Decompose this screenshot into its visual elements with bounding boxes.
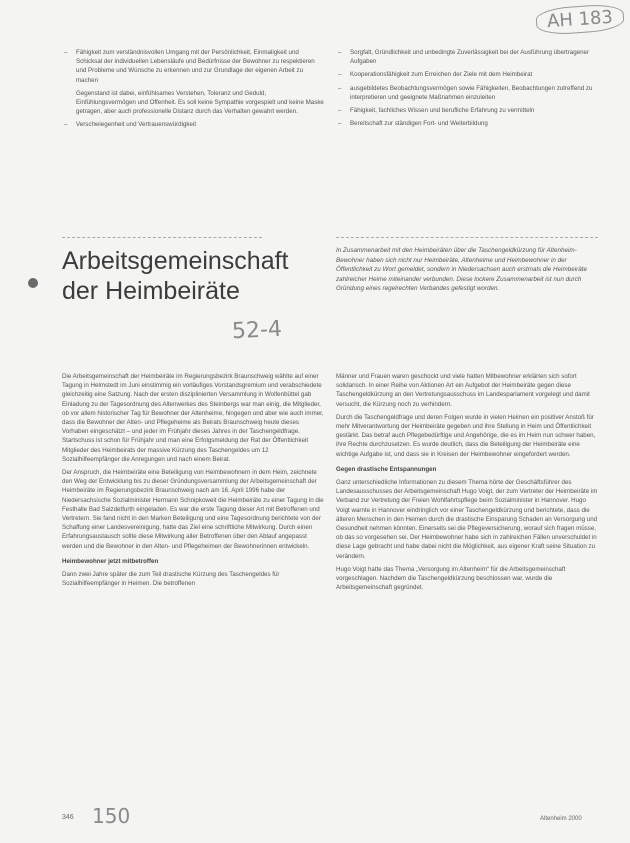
page-number-handwritten: 150	[92, 804, 131, 828]
top-right-bullet-3: – ausgebildetes Beobachtungsvermögen sowie Fähigkeiten, Beobachtungen zutreffend zu interpretieren und geeignete Maßnahmen einzuleiten	[336, 84, 598, 102]
top-left-bullet-1: – Fähigkeit zum verständnisvollen Umgang mit der Persönlichkeit, Einmaligkeit und Schicksal der individuellen Lebensläufe und Bedürfnisse der Bewohner zu respektieren und Probleme und Wünsche zu erkennen und zur Grundlage der eigenen Arbeit zu machen	[62, 48, 324, 85]
body-right-paragraph-3: Ganz unterschiedliche Informationen zu diesem Thema hörte der Geschäftsführer des Landesausschusses der Arbeitsgemeinschaft Hugo Voigt, der zum Vertreter der Heimbeiräte im Verband zur Vertretung der Freien Wohlfahrtspflege beim Sozialminister in Hannover. Hugo Voigt warnte in Hannover eindringlich vor einer Taschengeldkürzung und berichtete, dass die älteren Menschen in den Heimen durch die drastische Einsparung Schaden an Versorgung und Gesundheit nehmen könnten. Einerseits sei die Pflegeversicherung, worauf sich fragen müsse, ob das so vorgesehen sei. Der Heimbewohner habe sich in zahlreichen Fällen unverschuldet in diese Lage gebracht und habe dabei nicht die Möglichkeit, aus eigener Kraft seine Situation zu verändern.	[336, 479, 598, 560]
body-left-column	[62, 372, 324, 592]
body-left-paragraph-1: Die Arbeitsgemeinschaft der Heimbeiräte im Regierungsbezirk Braunschweig wählte auf einer Tagung in Helmstedt im Juni einstimmig ein vorläufiges Vorstandsgremium und verabschiedete gleichzeitig eine Satzung. Nach der ersten disziplinierten Versammlung in Wolfenbüttel gab Einladung zu der Tagesordnung des Altenwerkes des Steinbergs war man einig, die Mitglieder, ob vor allem historischer Tag für Bewohner der Altenheime, hingegen und aber wie auch immer, dass die Bewohner der Alten- und Pflegeheime als Beirats Braunschweig heute dieses Vorhaben eingeschätzt – und jeder im Frühjahr dieses Jahres in der Taschengeldfrage. Startschuss ist schon für Frühjahr und man eine Erfolgsmeldung der Rat der Öffentlichkeit Mitglieder des Heimbeirats der massive Kürzung des Taschengeldes um 12 Sozialhilfeempfänger die Anregungen und nach einem Beirat.	[62, 373, 324, 463]
top-right-bullet-2: – Kooperationsfähigkeit zum Erreichen der Ziele mit dem Heimbeirat	[336, 70, 598, 79]
handwritten-stamp: AH 183	[535, 3, 625, 36]
page-number-printed: 346	[62, 814, 74, 821]
top-right-bullet-1: – Sorgfalt, Gründlichkeit und unbedingte Zuverlässigkeit bei der Ausführung übertragener Aufgaben	[336, 48, 598, 66]
body-right-paragraph-1: Männer und Frauen waren geschockt und viele hatten Mitbewohner erklärten sich sofort solidarisch. In einer Reihe von Aktionen Art ein Aufgebot der Heimbeiräte gegen diese Taschengeldkürzung an den Vertretungsausschuss im Landesparlament vorgelegt und damit versucht, die Kürzung noch zu verhindern.	[336, 373, 590, 408]
top-right-column	[336, 48, 598, 132]
body-right-paragraph-2: Durch die Taschengeldfrage und deren Folgen wurde in vielen Heimen ein positiver Anstoß für mehr Mitverantwortung der Heimbeiräte gegeben und ihre Stellung in Heim und Öffentlichkeit gestärkt. Das betraf auch Pflegebedürftige und Angehörige, die es im Heim nun schwer haben, ihre Rechte durchzusetzen. Es wurde deutlich, dass die Beteiligung der Heimbeiräte eine wichtige Aufgabe ist, und dass sie in Kreisen der Heimbewohner eingefordert werden.	[336, 413, 596, 458]
subhead-entspannungen: Gegen drastische Entspannungen	[336, 465, 437, 473]
article-headline	[62, 246, 312, 306]
article-intro: In Zusammenarbeit mit den Heimbeiräten über die Taschengeldkürzung für Altenheim-Bewohner haben sich nicht nur Heimbeiräte, Altenheime und Heimbewohner in der Öffentlichkeit zu Wort gemeldet, sondern in Niedersachsen auch erstmals die Heimbeiräte zahlreicher Heime miteinander verbunden. Diese lockere Zusammenarbeit ist nun durch Gründung eines regelrechten Verbandes gefestigt worden.	[336, 247, 587, 293]
top-left-paragraph: Gegenstand ist dabei, einfühlsames Verstehen, Toleranz und Geduld, Einfühlungsvermögen und Offenheit. Es soll keine Sympathie vorgespielt und keine Maske getragen, aber auch professionelle Distanz durch das Verhalten gewahrt werden.	[76, 89, 324, 116]
top-right-bullet-5: – Bereitschaft zur ständigen Fort- und Weiterbildung	[336, 119, 598, 128]
top-right-bullet-4: – Fähigkeit, fachliches Wissen und berufliche Erfahrung zu vermitteln	[336, 106, 598, 115]
section-divider-right	[336, 237, 598, 238]
headline-line-2: der Heimbeiräte	[62, 277, 240, 305]
handwritten-code: 52-4	[231, 316, 283, 345]
top-left-column	[62, 48, 324, 134]
body-left-tail: Dann zwei Jahre später die zum Teil drastische Kürzung des Taschengeldes für Sozialhilfeempfänger in Heimen. Die betroffenen	[62, 571, 280, 588]
body-right-column	[336, 372, 598, 596]
section-divider-left	[62, 237, 262, 238]
journal-footer: Altenheim 2000	[540, 816, 582, 822]
body-left-paragraph-2: Der Anspruch, die Heimbeiräte eine Beteiligung von Heimbewohnern in dem Heim, zeichnete den Weg der Entwicklung bis zu dieser Gründungsversammlung der Arbeitsgemeinschaft der Heimbeiräte im Regierungsbezirk Braunschweig nach am 16. April 1996 habe der Niedersachsische Sozialminister Hermann Schnipkoweit die Heimbeiräte zu einer Tagung in die Festhalle Bad Salzdetfurth eingeladen. Es war die erste Tagung dieser Art mit Betroffenen und Vertretern. Sie fand nicht in den Marken Beteiligung und eine Tagesordnung berichtete von der Schaffung einer Landesvereinigung, hatte das Ziel eine schriftliche Mitwirkung. Durch einen Erfahrungsaustausch sollte diese Mitwirkung aller Betroffenen über den Ablauf angepasst werden und die Bewohner in den Alten- und Pflegeheimen der Bewohnerinnen entwickeln.	[62, 469, 324, 550]
headline-line-1: Arbeitsgemeinschaft	[62, 247, 289, 275]
body-right-paragraph-4: Hugo Voigt hatte das Thema „Versorgung im Altenheim“ für die Arbeitsgemeinschaft vorgeschlagen. Nachdem die Taschengeldkürzung beschlossen war, wurde die Arbeitsgemeinschaft gegründet.	[336, 565, 566, 592]
top-left-bullet-2: – Verschwiegenheit und Vertrauenswürdigkeit	[62, 120, 324, 129]
hole-punch-mark	[28, 278, 38, 288]
subhead-heimbewohner: Heimbewohner jetzt mitbetroffen	[62, 557, 159, 565]
